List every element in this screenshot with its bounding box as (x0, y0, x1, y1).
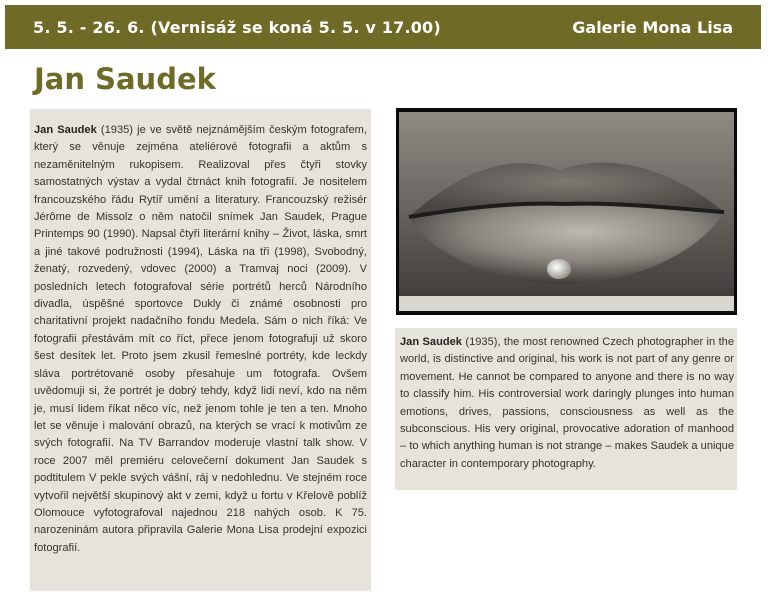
exhibition-dates: 5. 5. - 26. 6. (Vernisáž se koná 5. 5. v 17.00) (33, 18, 441, 37)
cz-artist-name: Jan Saudek (34, 124, 97, 136)
lips-photograph (399, 112, 734, 311)
english-description (395, 328, 737, 490)
header-bar (5, 5, 761, 49)
en-artist-name: Jan Saudek (400, 336, 462, 348)
czech-description (30, 109, 371, 591)
cz-body-text: (1935) je ve světě nejznámějším českým fotografem, který se věnuje zejména ateliérové fotografii a aktům s nezaměnitelným rukopisem. Realizoval přes čtyři stovky samostatných výstav a vydal čtrnáct knih fotografií. Je nositelem francouzského řádu Rytíř umění a literatury. Francouzský režisér Jérôme de Missolz o něm natočil snímek Jan Saudek, Prague Printemps 90 (1990). Napsal čtyři literární knihy – Život, láska, smrt a jiné takové podružnosti (1994), Láska na tři (1998), Svobodný, ženatý, rozvedený, vdovec (2000) a Tramvaj noci (2009). V posledních letech fotografoval série portrétů herců Národního divadla, úspěšné sportovce Dukly či známé osobnosti pro charitativní projekt nadačního fondu Medela. Sám o nich říká: Ve fotografii přestávám mít co říct, přece jenom fotografuji už skoro šest desítek let. Proto jsem zkusil řemeslné portréty, kde leckdy sláva portrétované osoby přesahuje um fotografa. Ovšem uvědomuji si, že portrét je dobrý tehdy, když lidi neví, kdo na něm je, musí lidem říkat něco víc, než jenom tohle je ten a ten. Mnoho let se věnuje i malování obrazů, na kterých se vrací k motivům ze svých fotografií. Na TV Barrandov moderuje vlastní talk show. V roce 2007 měl premiéru celovečerní dokument Jan Saudek s podtitulem V pekle svých vášní, ráj v nedohlednu. Ve stejném roce vytvořil největší skupinový akt v zemi, když u fortu v Křelově poblíž Olomouce vyfotografoval najednou 218 nahých osob. K 75. narozeninám autora připravila Galerie Mona Lisa prodejní expozici fotografií. (34, 124, 367, 554)
page-title: Jan Saudek (34, 62, 216, 96)
en-body-text: (1935), the most renowned Czech photographer in the world, is distinctive and original, his work is not part of any genre or movement. He cannot be compared to anyone and there is no way to classify him. His controversial work daringly plunges into human emotions, drives, passions, consciousness as well as the subconscious. His very original, provocative adoration of manhood – to which anything human is not strange – makes Saudek a unique character in contemporary photography. (400, 336, 734, 470)
gallery-name: Galerie Mona Lisa (572, 18, 733, 37)
artwork-photo (396, 108, 737, 315)
